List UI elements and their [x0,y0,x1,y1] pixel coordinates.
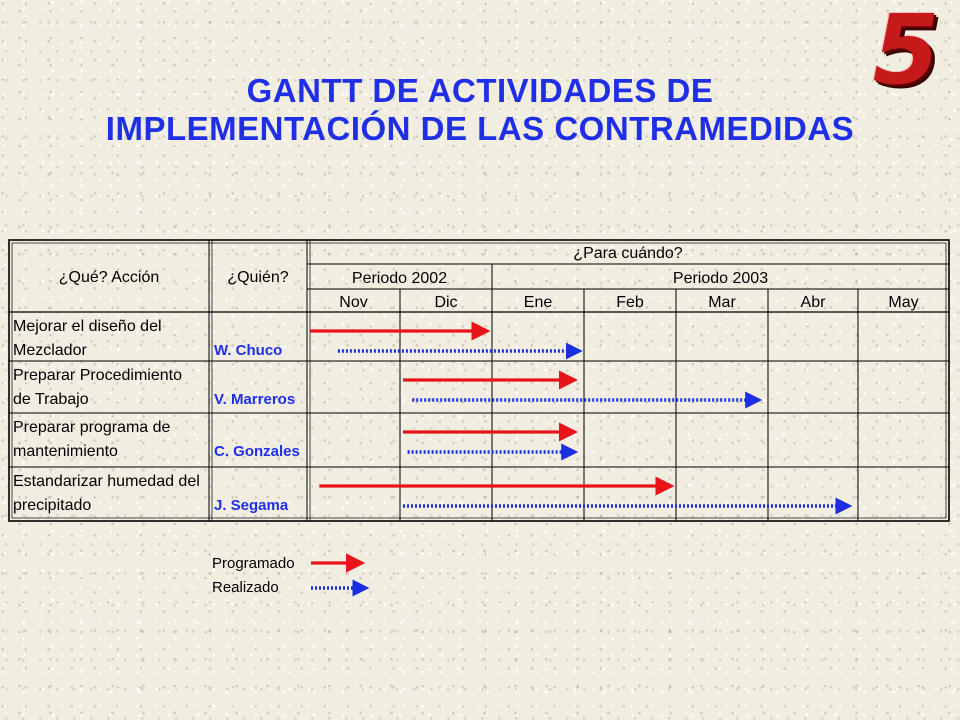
action-label: de Trabajo [13,391,89,408]
period-label: Periodo 2003 [672,270,769,287]
month-label: May [888,294,919,311]
header-when: ¿Para cuándo? [573,245,683,262]
action-label: Preparar Procedimiento [13,367,182,384]
action-label: Mejorar el diseño del [13,318,162,335]
month-label: Feb [616,294,644,311]
legend-realizado-label: Realizado [212,579,279,596]
action-label: Preparar programa de [13,419,171,436]
legend-programado-label: Programado [212,555,295,572]
header-who: ¿Quién? [227,269,289,286]
period-label: Periodo 2002 [351,270,448,287]
gantt-legend [212,555,366,596]
month-label: Abr [800,294,826,311]
month-label: Dic [434,294,458,311]
who-label: W. Chuco [214,342,283,359]
month-label: Ene [523,294,553,311]
who-label: J. Segama [214,497,289,514]
action-label: Estandarizar humedad del [13,473,200,490]
slide-number: 5 [872,0,940,106]
month-label: Mar [708,294,736,311]
action-label: precipitado [13,497,92,514]
action-label: mantenimiento [13,443,118,460]
action-label: Mezclador [13,342,87,359]
page-title-line-2: IMPLEMENTACIÓN DE LAS CONTRAMEDIDAS [105,110,855,147]
page-title-line-1: GANTT DE ACTIVIDADES DE [246,72,714,109]
header-action: ¿Qué? Acción [58,269,160,286]
month-label: Nov [339,294,368,311]
who-label: V. Marreros [214,391,296,408]
who-label: C. Gonzales [214,443,300,460]
